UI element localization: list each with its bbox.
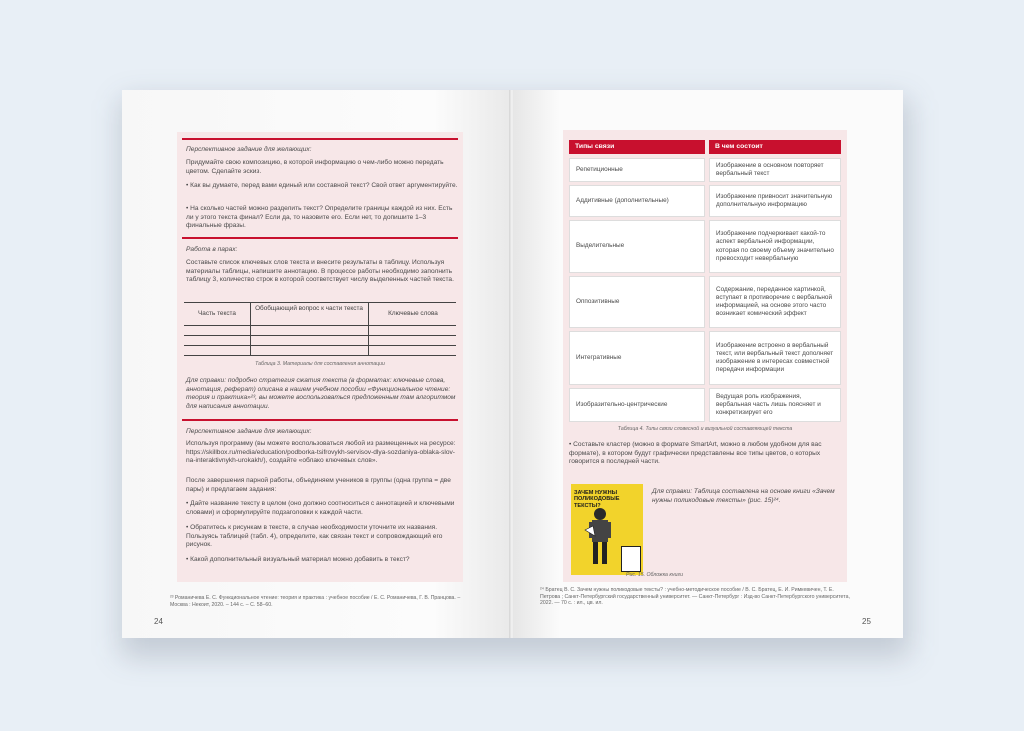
section3-bullet-2: • Обратитесь к рисункам в тексте, в случае необходимости уточните их названия. Пользуясь таблицей (табл. 4), определите, как связан текст и сопровождающий его рисунок. [186,524,443,549]
book-cover-image [571,484,643,575]
page-number: 25 [862,617,871,626]
table-4-type-cell: Выделительные [569,220,705,273]
table-3-caption: Таблица 3. Материалы для составления аннотации [255,361,385,367]
table-row-divider [184,345,456,346]
table-3 [184,302,456,356]
table-column-divider [368,303,369,355]
cover-label-block [621,546,641,572]
section1-bullet-2: • На сколько частей можно разделить текст? Определите границы каждой из них. Есть ли у этого текста финал? Если да, то назовите его. Если нет, то допишите 1–3 финальные фразы. [186,205,453,230]
table-4-description-cell: Изображение в основном повторяет вербальный текст [709,158,841,182]
table-4-type-cell: Оппозитивные [569,276,705,328]
reference-note: Для справки: подробно стратегия сжатия текста (в форматах: ключевые слова, аннотация, реферат) описана в нашем учебном пособии «Функциональное чтение: теория и практика»²³, вы можете воспользоваться предложенным там алгоритмом для написания аннотации. [186,377,456,410]
section-divider [182,138,458,140]
section1-bullet-1: • Как вы думаете, перед вами единый или составной текст? Свой ответ аргументируйте. [186,182,458,189]
table-4-description-cell: Изображение привносит значительную дополнительную информацию [709,185,841,217]
section3-heading: Перспективное задание для желающих: [186,428,312,435]
section-divider [182,419,458,421]
table-4-header-type: Типы связи [569,140,705,154]
section2-heading: Работа в парах: [186,246,238,253]
section-divider [182,237,458,239]
table-header-cell: Часть текста [198,310,236,317]
page-number: 24 [154,617,163,626]
section1-paragraph: Придумайте свою композицию, в которой информацию о чем-либо можно передать цветом. Сделайте эскиз. [186,159,444,175]
cluster-task-bullet: • Составьте кластер (можно в формате SmartArt, можно в любом удобном для вас формате), в котором будут графически представлены все типы цветов, о которых говорится в последней части. [569,441,822,466]
section3-paragraph-2: После завершения парной работы, объединяем учеников в группы (одна группа = две пары) и предлагаем задания: [186,477,451,493]
table-4-header-description: В чем состоит [709,140,841,154]
section3-bullet-3: • Какой дополнительный визуальный материал можно добавить в текст? [186,556,410,563]
table-4-description-cell: Изображение встроено в вербальный текст, или вербальный текст дополняет изображение в интересах совместной передачи информации [709,331,841,385]
section1-heading: Перспективное задание для желающих: [186,146,312,153]
table-4-caption: Таблица 4. Типы связи словесной и визуальной составляющей текста [617,426,793,432]
book-cover-title: ЗАЧЕМ НУЖНЫ ПОЛИКОДОВЫЕ ТЕКСТЫ? [574,490,620,509]
table-4-type-cell: Аддитивные (дополнительные) [569,185,705,217]
section2-paragraph: Составьте список ключевых слов текста и внесите результаты в таблицу. Используя материалы таблицы, напишите аннотацию. В процессе работы необходимо заполнить таблицу 3, количество строк в которой соответствует числу выделенных частей текста. [186,259,454,284]
table-row-divider [184,325,456,326]
table-4-type-cell: Изобразительно-центрические [569,388,705,422]
section3-paragraph-1: Используя программу (вы можете воспользоваться любой из размещенных на ресурсе: https://skillbox.ru/media/education/podborka-tsifrovykh-servisov-dlya-sozdaniya-oblaka-slov-na-interaktivnykh-urokakh/), создайте «облако ключевых слов». [186,440,456,465]
table-4-description-cell: Содержание, переданное картинкой, вступает в противоречие с вербальной информацией, на основе этого часто возникает комический эффект [709,276,841,328]
figure-caption: Рис. 15. Обложка книги [626,572,683,578]
table-row-divider [184,335,456,336]
cover-figure-illustration [581,506,619,568]
table-4-type-cell: Интегративные [569,331,705,385]
table-4-type-cell: Репетиционные [569,158,705,182]
table-4-description-cell: Изображение подчеркивает какой-то аспект вербальной информации, которая по своему объему значительно превосходит невербальную [709,220,841,273]
table-4-description-cell: Ведущая роль изображения, вербальная часть лишь поясняет и конкретизирует его [709,388,841,422]
footnote: ²³ Романичева Е. С. Функциональное чтение: теория и практика : учебное пособие / Е. С. Романичева, Г. В. Пранцова. – Москва : Некоит, 2020. – 144 с. – С. 58–60. [170,595,461,608]
section3-bullet-1: • Дайте название тексту в целом (оно должно соотноситься с аннотацией и ключевыми словами) и сформулируйте подзаголовки к каждой части. [186,500,455,516]
table-header-cell: Ключевые слова [388,310,438,317]
table-column-divider [250,303,251,355]
table-header-cell: Обобщающий вопрос к части текста [255,305,363,312]
footnote: ²⁴ Братец В. С. Зачем нужны поликодовые тексты? : учебно-методическое пособие / В. С. Братец, Е. И. Римкевичен, Т. Е. Петрова ; Санкт-Петербургский государственный университет. — Санкт-Петербург : Изд-во Санкт-Петербургского университета, 2022. — 70 с. : ил., цв. ил. [540,587,850,607]
figure-reference-note: Для справки: Таблица составлена на основе книги «Зачем нужны поликодовые тексты» (рис. 15)²⁴. [652,488,835,504]
